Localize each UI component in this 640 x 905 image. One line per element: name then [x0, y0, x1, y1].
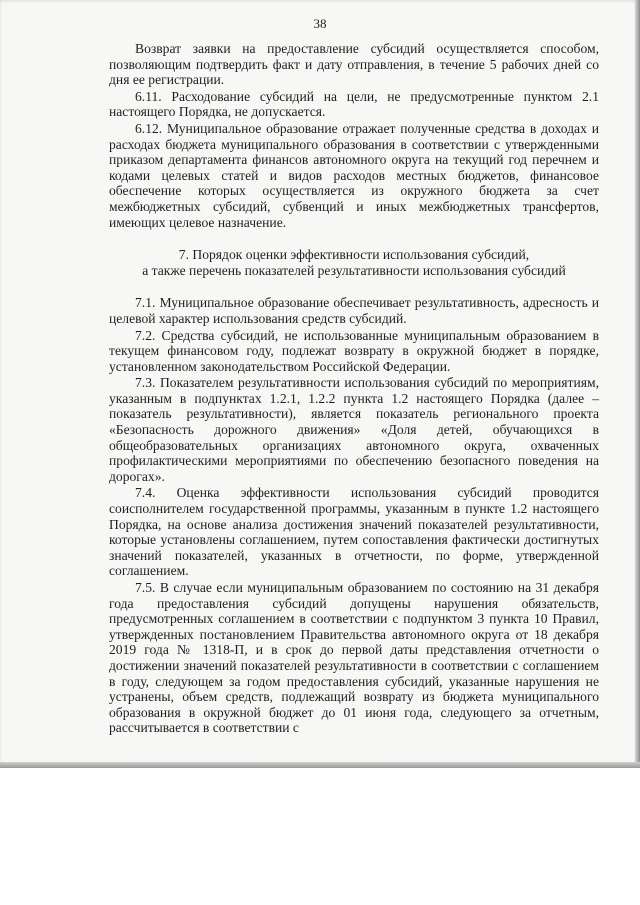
document-body [109, 41, 599, 736]
paragraph-7-1: 7.1. Муниципальное образование обеспечивает результативность, адресность и целевой характер использования средств субсидий. [109, 295, 599, 326]
section-heading-line2: а также перечень показателей результативности использования субсидий [142, 262, 566, 278]
scan-edge-bottom [0, 762, 640, 768]
paragraph-6-12: 6.12. Муниципальное образование отражает полученные средства в доходах и расходах бюджета муниципального образования в соответствии с утвержденными приказом департамента финансов автономного округа на текущий год перечнем и кодами целевых статей и видов расходов местных бюджетов, финансовое обеспечение которых осуществляется из окружного бюджета за счет межбюджетных субсидий, субвенций и иных межбюджетных трансфертов, имеющих целевое назначение. [109, 120, 599, 230]
paragraph-6-11: 6.11. Расходование субсидий на цели, не предусмотренные пунктом 2.1 настоящего Порядка, не допускается. [109, 88, 599, 120]
paragraph-7-4: 7.4. Оценка эффективности использования субсидий проводится соисполнителем государственной программы, указанным в пункте 1.2 настоящего Порядка, на основе анализа достижения значений показателей результативности, которые установлены соглашением, путем сопоставления фактически достигнутых значений показателей, указанных в отчетности, по форме, утвержденной соглашением. [109, 485, 599, 579]
scan-edge-right [635, 0, 640, 768]
paragraph-7-5: 7.5. В случае если муниципальным образованием по состоянию на 31 декабря года предоставления субсидий допущены нарушения обязательств, предусмотренных соглашением в соответствии с подпунктом 3 пункта 10 Правил, утвержденных постановлением Правительства автономного округа от 18 декабря 2019 года № 1318-П, и в срок до первой даты представления отчетности о достижении значений показателей результативности в соответствии с соглашением в году, следующем за годом предоставления субсидий, указанные нарушения не устранены, объем средств, подлежащий возврату из бюджета муниципального образования в окружной бюджет до 01 июня года, следующего за отчетным, рассчитывается в соответствии с [109, 580, 599, 736]
paragraph-7-3: 7.3. Показателем результативности использования субсидий по мероприятиям, указанным в подпунктах 1.2.1, 1.2.2 пункта 1.2 настоящего Порядка (далее – показатель результативности), является показатель регионального проекта «Безопасность дорожного движения» «Доля детей, обучающихся в общеобразовательных организациях автономного округа, охваченных профилактическими мероприятиями по обеспечению безопасного поведения на дорогах». [109, 375, 599, 484]
paragraph-application-return: Возврат заявки на предоставление субсидий осуществляется способом, позволяющим подтвердить факт и дату отправления, в течение 5 рабочих дней со дня ее регистрации. [109, 41, 599, 88]
section-heading-line1: 7. Порядок оценки эффективности использования субсидий, [178, 247, 530, 263]
page-number: 38 [313, 16, 327, 31]
paragraph-7-2: 7.2. Средства субсидий, не использованные муниципальным образованием в текущем финансовом году, подлежат возврату в окружной бюджет в порядке, установленном законодательством Российской Федерации. [109, 327, 599, 374]
section-heading [109, 247, 599, 278]
